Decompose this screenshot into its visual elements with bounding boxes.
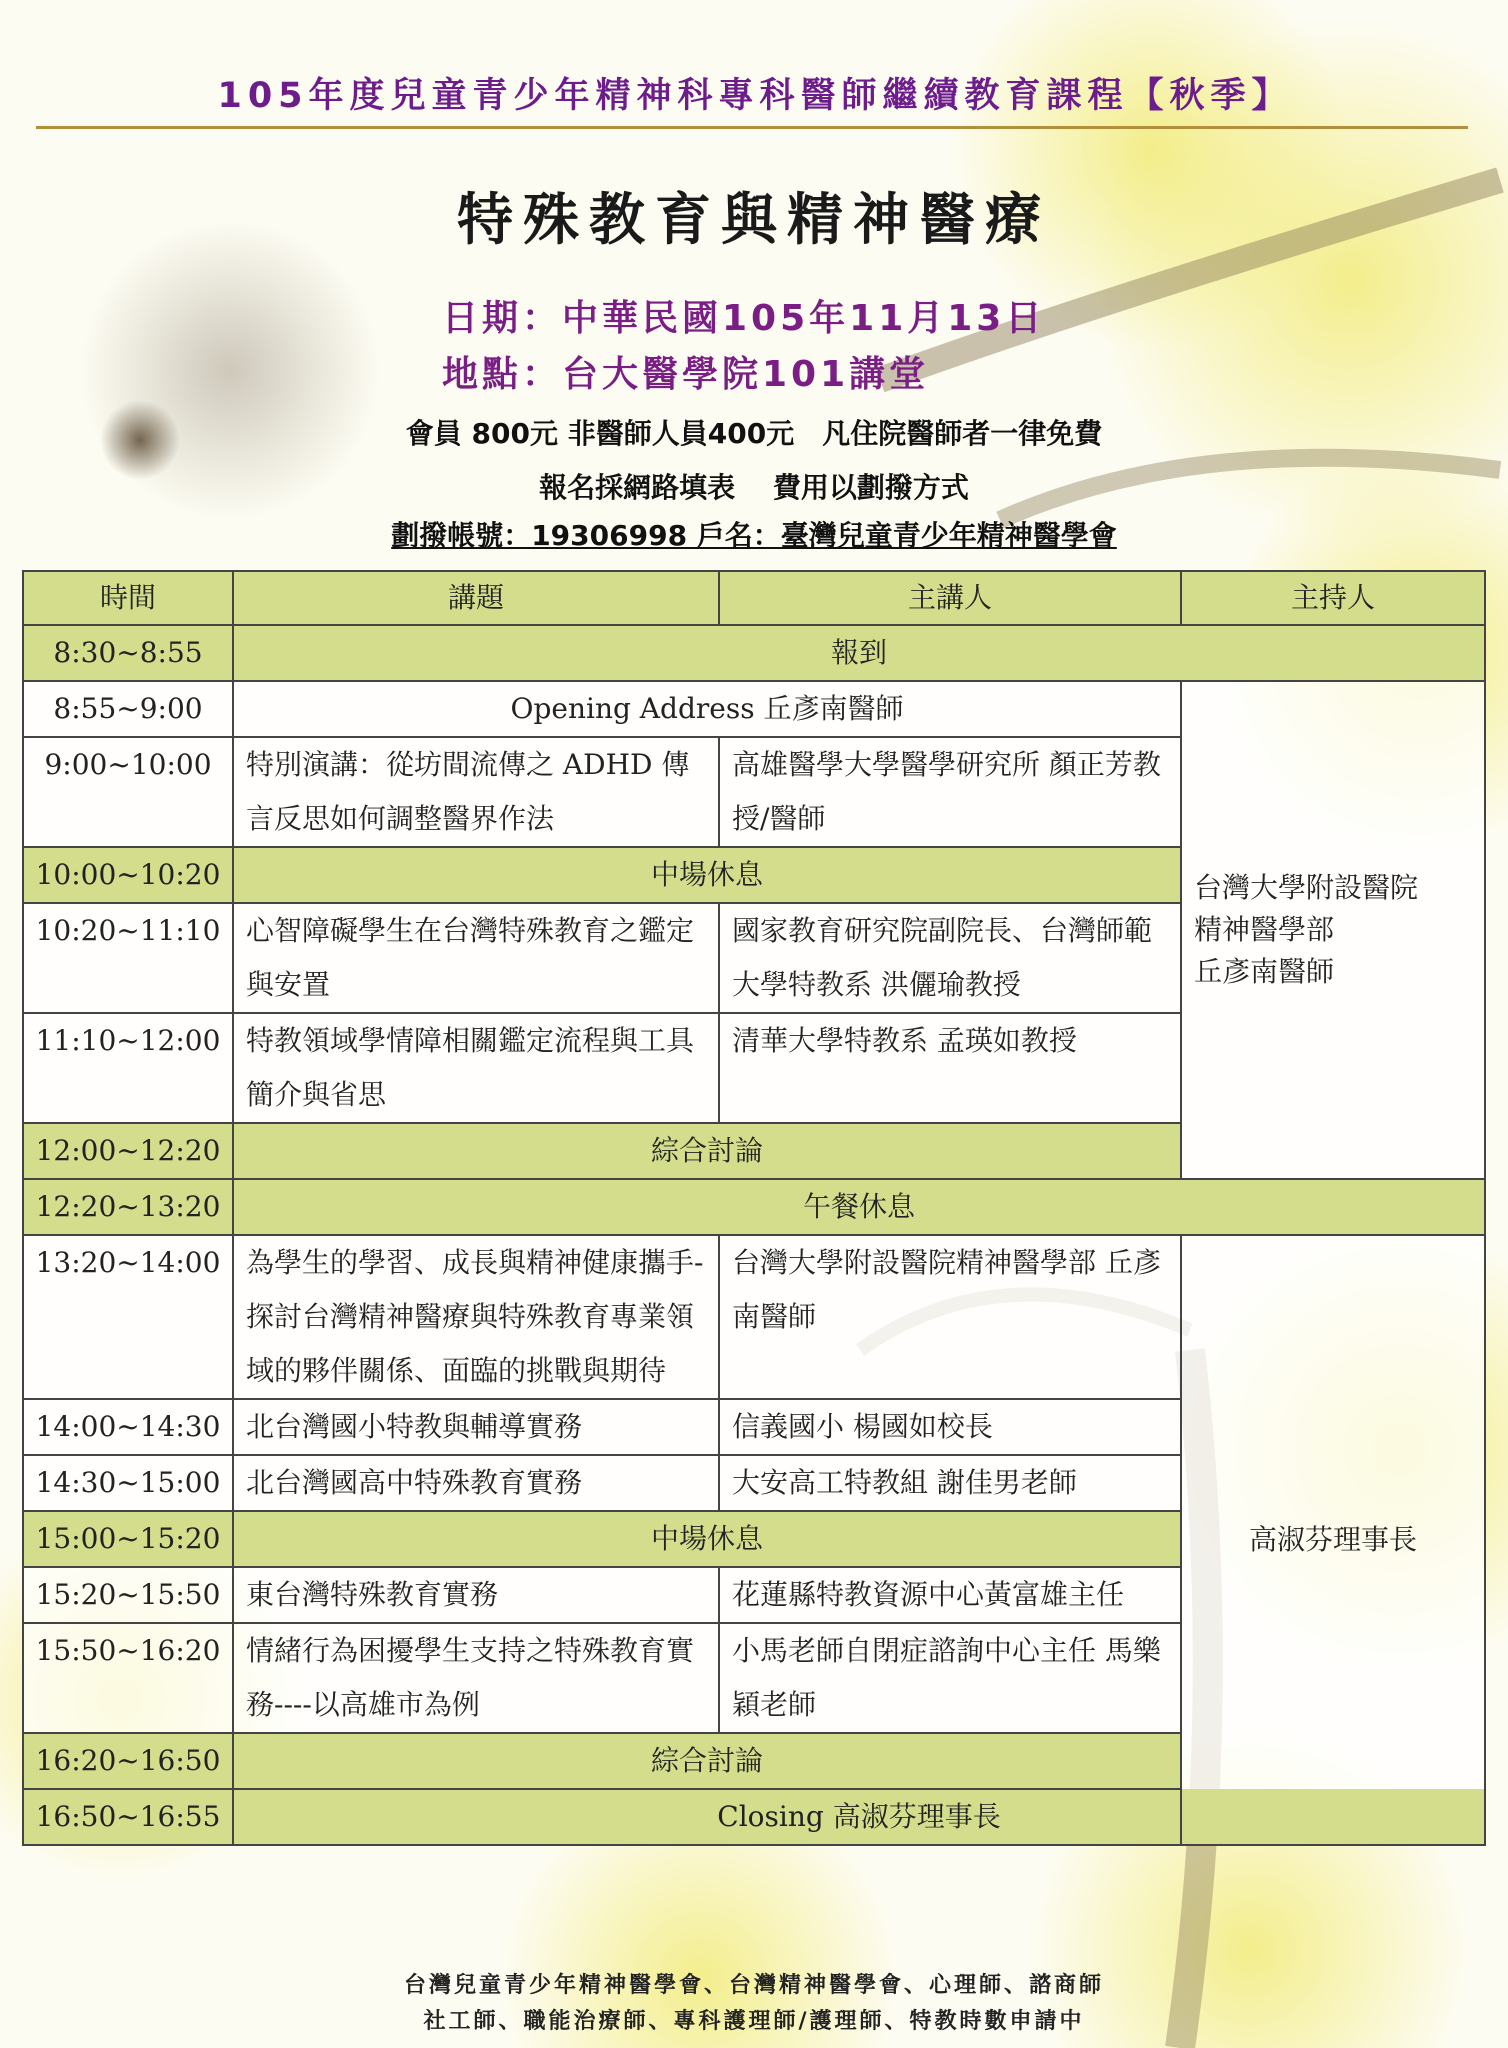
row-span: 午餐休息 [233, 1179, 1485, 1235]
event-venue: 地點：台大醫學院101講堂 [442, 354, 930, 395]
row-speaker: 小馬老師自閉症諮詢中心主任 馬樂穎老師 [719, 1623, 1181, 1733]
row-time: 10:20~11:10 [23, 903, 233, 1013]
row-time: 15:50~16:20 [23, 1623, 233, 1733]
table-row [23, 1235, 1485, 1399]
row-speaker: 國家教育研究院副院長、台灣師範大學特教系 洪儷瑜教授 [719, 903, 1181, 1013]
footer-credits-line-1: 台灣兒童青少年精神醫學會、台灣精神醫學會、心理師、諮商師 [403, 1973, 1104, 1998]
row-topic: 北台灣國小特教與輔導實務 [233, 1399, 719, 1455]
row-topic: 北台灣國高中特殊教育實務 [233, 1455, 719, 1511]
host-morning [1181, 681, 1485, 1179]
row-time: 12:00~12:20 [23, 1123, 233, 1179]
page-title: 特殊教育與精神醫療 [457, 188, 1051, 253]
row-span: 報到 [233, 625, 1485, 681]
account-info: 劃撥帳號：19306998 戶名：臺灣兒童青少年精神醫學會 [391, 519, 1117, 552]
row-time: 14:30~15:00 [23, 1455, 233, 1511]
registration-info: 報名採網路填表 費用以劃撥方式 [539, 471, 969, 504]
header-topic: 講題 [233, 571, 719, 625]
row-span: 中場休息 [233, 1511, 1181, 1567]
row-time: 15:20~15:50 [23, 1567, 233, 1623]
table-row [23, 625, 1485, 681]
row-span: 綜合討論 [233, 1733, 1181, 1789]
title-divider [36, 126, 1468, 129]
schedule-table [22, 570, 1486, 1846]
course-title: 105年度兒童青少年精神科專科醫師繼續教育課程【秋季】 [217, 76, 1293, 116]
host-morning-line: 精神醫學部 [1194, 913, 1335, 946]
row-speaker: 信義國小 楊國如校長 [719, 1399, 1181, 1455]
table-row [23, 1179, 1485, 1235]
host-afternoon: 高淑芬理事長 [1181, 1235, 1485, 1845]
row-time: 14:00~14:30 [23, 1399, 233, 1455]
row-span: Closing 高淑芬理事長 [233, 1789, 1485, 1845]
host-morning-line: 丘彥南醫師 [1194, 955, 1335, 988]
fee-info: 會員 800元 非醫師人員400元 凡住院醫師者一律免費 [405, 417, 1103, 450]
row-span: 綜合討論 [233, 1123, 1181, 1179]
row-topic: 心智障礙學生在台灣特殊教育之鑑定與安置 [233, 903, 719, 1013]
event-date: 日期：中華民國105年11月13日 [442, 298, 1046, 339]
header-time: 時間 [23, 571, 233, 625]
footer-credits-line-2: 社工師、職能治療師、專科護理師/護理師、特教時數申請中 [423, 2009, 1085, 2034]
row-time: 8:30~8:55 [23, 625, 233, 681]
table-row [23, 1789, 1485, 1845]
row-speaker: 大安高工特教組 謝佳男老師 [719, 1455, 1181, 1511]
row-time: 15:00~15:20 [23, 1511, 233, 1567]
row-time: 10:00~10:20 [23, 847, 233, 903]
row-time: 16:20~16:50 [23, 1733, 233, 1789]
row-time: 8:55~9:00 [23, 681, 233, 737]
row-speaker: 台灣大學附設醫院精神醫學部 丘彥南醫師 [719, 1235, 1181, 1399]
host-morning-line: 台灣大學附設醫院 [1194, 871, 1419, 904]
row-span: Opening Address 丘彥南醫師 [233, 681, 1181, 737]
header-host: 主持人 [1181, 571, 1485, 625]
row-topic: 為學生的學習、成長與精神健康攜手-探討台灣精神醫療與特殊教育專業領域的夥伴關係、面臨的挑戰與期待 [233, 1235, 719, 1399]
table-row [23, 681, 1485, 737]
row-topic: 特別演講：從坊間流傳之 ADHD 傳言反思如何調整醫界作法 [233, 737, 719, 847]
row-time: 11:10~12:00 [23, 1013, 233, 1123]
row-time: 16:50~16:55 [23, 1789, 233, 1845]
row-time: 9:00~10:00 [23, 737, 233, 847]
row-topic: 特教領域學情障相關鑑定流程與工具簡介與省思 [233, 1013, 719, 1123]
row-span: 中場休息 [233, 847, 1181, 903]
row-topic: 情緒行為困擾學生支持之特殊教育實務----以高雄市為例 [233, 1623, 719, 1733]
row-speaker: 花蓮縣特教資源中心黃富雄主任 [719, 1567, 1181, 1623]
row-speaker: 清華大學特教系 孟瑛如教授 [719, 1013, 1181, 1123]
row-time: 12:20~13:20 [23, 1179, 233, 1235]
row-topic: 東台灣特殊教育實務 [233, 1567, 719, 1623]
table-header-row [23, 571, 1485, 625]
row-time: 13:20~14:00 [23, 1235, 233, 1399]
header-speaker: 主講人 [719, 571, 1181, 625]
row-speaker: 高雄醫學大學醫學研究所 顏正芳教授/醫師 [719, 737, 1181, 847]
